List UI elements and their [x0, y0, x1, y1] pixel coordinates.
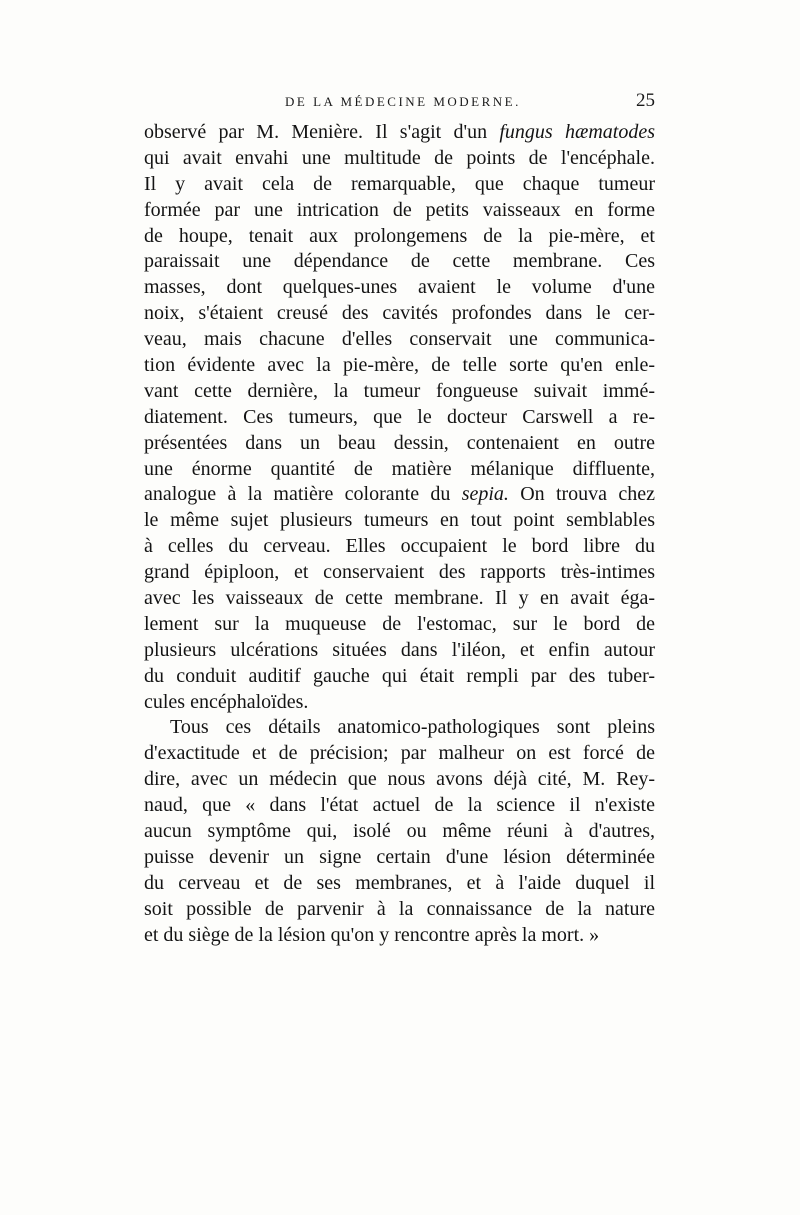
- text-line: [144, 767, 655, 793]
- line-text: du conduit auditif gauche qui était rempli par des tuber-: [144, 664, 655, 687]
- text-line: [144, 586, 655, 612]
- line-text: de houpe, tenait aux prolongemens de la pie-mère, et: [144, 224, 655, 247]
- line-text: puisse devenir un signe certain d'une lésion déterminée: [144, 845, 655, 868]
- text-line: [144, 431, 655, 457]
- line-text: à celles du cerveau. Elles occupaient le bord libre du: [144, 535, 655, 558]
- italic-term: fungus hæmatodes: [499, 121, 655, 143]
- text-line: [144, 405, 655, 431]
- text-line: [144, 638, 655, 664]
- line-text: soit possible de parvenir à la connaissance de la nature: [144, 897, 655, 920]
- text-line: [144, 146, 655, 172]
- text-line: [144, 690, 655, 716]
- line-text: diatement. Ces tumeurs, que le docteur Carswell a re-: [144, 405, 655, 428]
- line-text: cules encéphaloïdes.: [144, 690, 309, 713]
- text-line: [144, 741, 655, 767]
- text-line: [144, 793, 655, 819]
- line-text: observé par M. Menière. Il s'agit d'un: [144, 121, 500, 143]
- line-text: avec les vaisseaux de cette membrane. Il y en avait éga-: [144, 587, 655, 610]
- text-line: [144, 198, 655, 224]
- line-text: naud, que « dans l'état actuel de la science il n'existe: [144, 794, 655, 817]
- page-number: 25: [636, 90, 655, 111]
- line-text-after: On trouva chez: [508, 483, 655, 506]
- text-line: [144, 897, 655, 923]
- line-text: et du siège de la lésion qu'on y rencontre après la mort. »: [144, 923, 600, 946]
- text-line: [144, 508, 655, 534]
- text-line: [144, 819, 655, 845]
- line-text: vant cette dernière, la tumeur fongueuse suivait immé-: [144, 379, 655, 402]
- line-text: Il y avait cela de remarquable, que chaque tumeur: [144, 172, 655, 195]
- line-text: tion évidente avec la pie-mère, de telle sorte qu'en enle-: [144, 354, 655, 377]
- body-text: [144, 120, 655, 949]
- text-line: [144, 534, 655, 560]
- text-line: [144, 482, 655, 508]
- line-text: présentées dans un beau dessin, contenaient en outre: [144, 431, 655, 454]
- text-line: [144, 120, 655, 146]
- line-text: une énorme quantité de matière mélanique diffluente,: [144, 457, 655, 480]
- text-line: [144, 249, 655, 275]
- line-text: qui avait envahi une multitude de points de l'encéphale.: [144, 146, 655, 169]
- text-line: [144, 224, 655, 250]
- text-line: [144, 275, 655, 301]
- line-text: grand épiploon, et conservaient des rapports très-intimes: [144, 561, 655, 584]
- text-line: [144, 301, 655, 327]
- line-text: masses, dont quelques-unes avaient le volume d'une: [144, 276, 655, 299]
- text-line: [144, 845, 655, 871]
- text-line: [144, 715, 655, 741]
- line-text: du cerveau et de ses membranes, et à l'aide duquel il: [144, 871, 655, 894]
- text-line: [144, 923, 655, 949]
- text-line: [144, 353, 655, 379]
- line-text: d'exactitude et de précision; par malheur on est forcé de: [144, 742, 655, 765]
- text-line: [144, 327, 655, 353]
- text-line: [144, 612, 655, 638]
- line-text: le même sujet plusieurs tumeurs en tout point semblables: [144, 509, 655, 532]
- running-head: DE LA MÉDECINE MODERNE.: [285, 94, 521, 109]
- line-text: analogue à la matière colorante du: [144, 483, 462, 506]
- line-text: plusieurs ulcérations situées dans l'iléon, et enfin autour: [144, 638, 655, 661]
- line-text: veau, mais chacune d'elles conservait une communica-: [144, 328, 655, 351]
- text-line: [144, 871, 655, 897]
- line-text: aucun symptôme qui, isolé ou même réuni à d'autres,: [144, 820, 655, 843]
- text-line: [144, 379, 655, 405]
- text-line: [144, 172, 655, 198]
- text-line: [144, 664, 655, 690]
- line-text: Tous ces détails anatomico-pathologiques sont pleins: [170, 716, 655, 739]
- italic-term: sepia.: [461, 483, 509, 506]
- line-text: dire, avec un médecin que nous avons déjà cité, M. Rey-: [144, 768, 655, 791]
- line-text: paraissait une dépendance de cette membrane. Ces: [144, 250, 655, 273]
- text-line: [144, 560, 655, 586]
- line-text: noix, s'étaient creusé des cavités profondes dans le cer-: [144, 302, 655, 325]
- line-text: formée par une intrication de petits vaisseaux en forme: [144, 198, 655, 221]
- text-line: [144, 457, 655, 483]
- line-text: lement sur la muqueuse de l'estomac, sur le bord de: [144, 612, 655, 635]
